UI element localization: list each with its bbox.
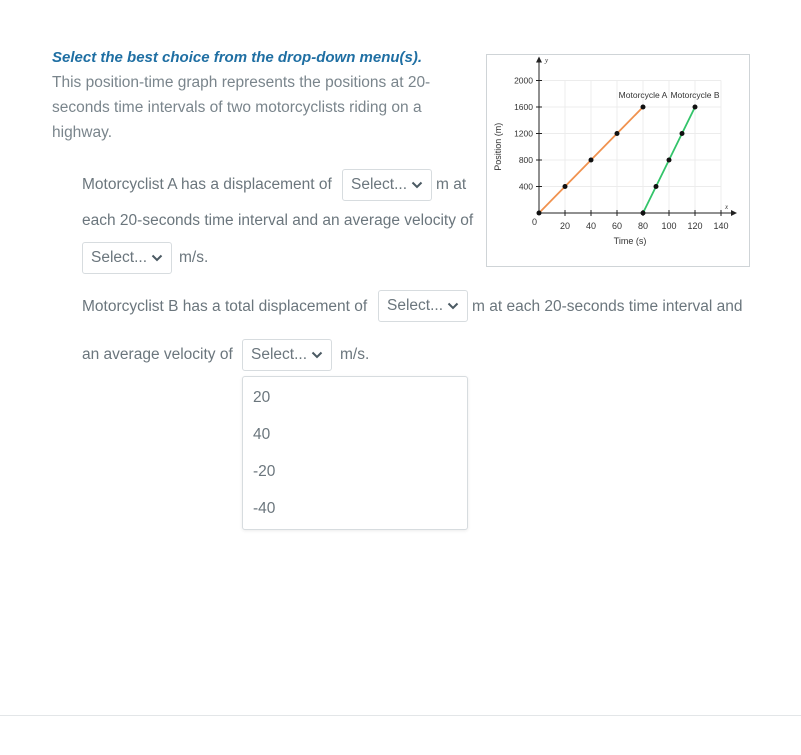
q2-text-part3: an average velocity of bbox=[82, 346, 233, 363]
select-value: Select... bbox=[351, 176, 407, 193]
y-tick-label: 1200 bbox=[514, 128, 533, 139]
q1-text-part3: each 20-seconds time interval and an average velocity of bbox=[82, 212, 474, 229]
data-point bbox=[680, 131, 685, 136]
q1-text-part1: Motorcyclist A has a displacement of bbox=[82, 176, 332, 193]
y-axis-letter: y bbox=[545, 56, 549, 65]
position-time-graph bbox=[486, 54, 750, 267]
q2-text-part1: Motorcyclist B has a total displacement of bbox=[82, 298, 368, 315]
y-tick-label: 800 bbox=[518, 155, 533, 165]
x-axis-title: Time (s) bbox=[613, 236, 647, 246]
data-point bbox=[667, 158, 672, 163]
series-label: Motorcycle A bbox=[618, 90, 668, 100]
y-tick-label: 2000 bbox=[514, 75, 533, 86]
q1-text-part4: m/s. bbox=[179, 249, 209, 266]
series-label: Motorcycle B bbox=[670, 90, 720, 100]
data-point bbox=[537, 211, 542, 216]
y-tick-label: 1600 bbox=[514, 102, 533, 112]
x-tick-label: 80 bbox=[637, 221, 649, 231]
x-tick-label: 120 bbox=[687, 221, 703, 231]
x-tick-label: 140 bbox=[713, 221, 729, 231]
data-point bbox=[589, 158, 594, 163]
footer-divider bbox=[0, 715, 801, 716]
data-point bbox=[641, 211, 646, 216]
x-axis-letter: x bbox=[725, 203, 729, 211]
data-point bbox=[693, 105, 698, 110]
q1-select-displacement[interactable] bbox=[342, 169, 432, 201]
data-point bbox=[563, 184, 568, 189]
dropdown-option[interactable]: -40 bbox=[253, 500, 276, 517]
x-tick-label: 40 bbox=[585, 221, 597, 231]
select-value: Select... bbox=[387, 297, 443, 314]
q1-select-velocity[interactable] bbox=[82, 242, 172, 274]
intro-text: This position-time graph represents the positions at 20-seconds time intervals of two motorcyclists riding on a highway. bbox=[52, 74, 431, 141]
velocity-options-menu bbox=[242, 376, 468, 530]
y-axis-arrow bbox=[536, 57, 542, 63]
data-point bbox=[654, 184, 659, 189]
q2-select-velocity[interactable] bbox=[242, 339, 332, 371]
data-point bbox=[615, 131, 620, 136]
chevron-down-icon bbox=[411, 180, 423, 190]
y-tick-label: 400 bbox=[518, 181, 533, 192]
q1-text-part2: m at bbox=[436, 176, 467, 193]
select-value: Select... bbox=[251, 346, 307, 363]
data-point bbox=[641, 105, 646, 110]
q2-text-part4: m/s. bbox=[340, 346, 370, 363]
x-tick-label: 60 bbox=[611, 221, 623, 231]
origin-label: 0 bbox=[531, 217, 537, 227]
q2-text-part2: m at each 20-seconds time interval and bbox=[472, 298, 743, 315]
chart-svg bbox=[487, 55, 749, 266]
x-tick-label: 100 bbox=[661, 221, 677, 231]
dropdown-option[interactable]: -20 bbox=[253, 463, 276, 480]
dropdown-option[interactable]: 20 bbox=[253, 389, 271, 406]
instruction-heading: Select the best choice from the drop-down menu(s). bbox=[52, 49, 423, 66]
chevron-down-icon bbox=[447, 301, 459, 311]
chevron-down-icon bbox=[311, 350, 323, 360]
dropdown-option[interactable]: 40 bbox=[253, 426, 271, 443]
x-tick-label: 20 bbox=[559, 221, 571, 231]
x-axis-arrow bbox=[731, 210, 737, 216]
select-value: Select... bbox=[91, 249, 147, 266]
y-axis-title: Position (m) bbox=[493, 122, 503, 171]
chevron-down-icon bbox=[151, 253, 163, 263]
q2-select-displacement[interactable] bbox=[378, 290, 468, 322]
